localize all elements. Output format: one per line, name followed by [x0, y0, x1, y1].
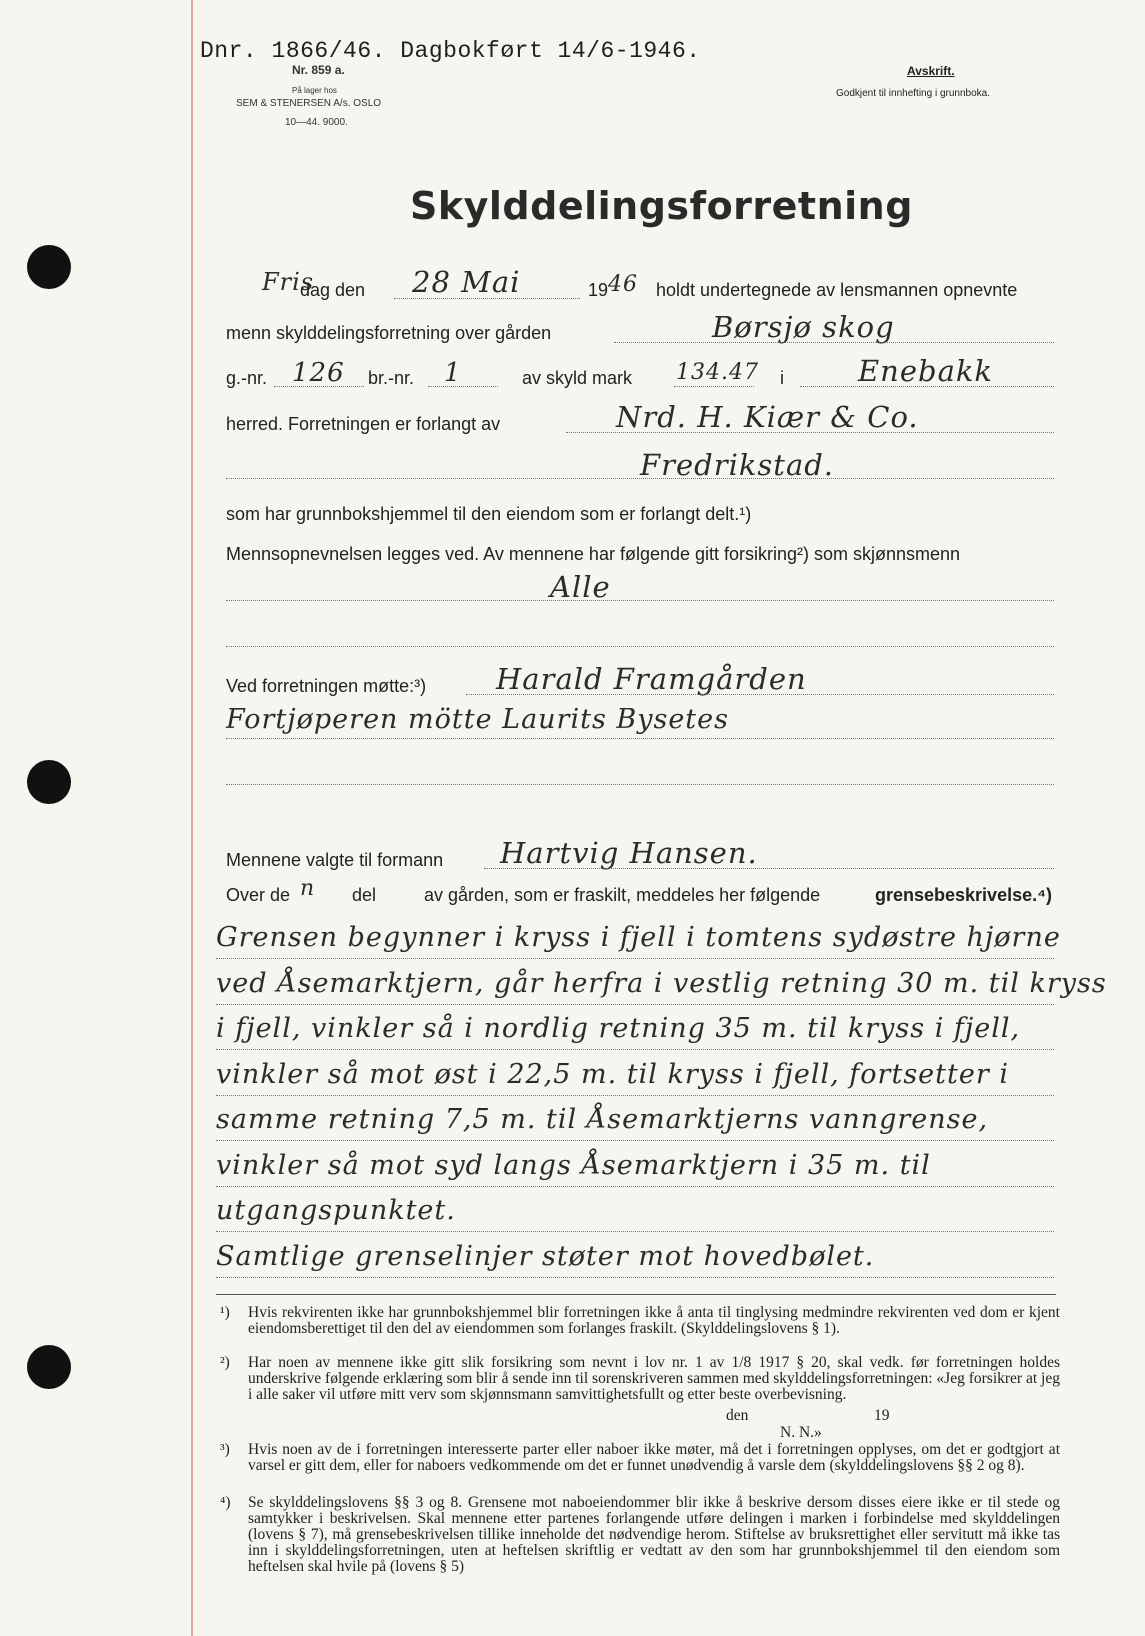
brnr-value: 1 — [444, 358, 462, 388]
dotted-line — [226, 478, 1054, 479]
footnote-text: Hvis noen av de i forretningen interesserte parter eller naboer ikke møter, må det i forretningen opplyses, om det er godtgjort at varsel er gitt dem, eller for naboers vedkommende om det er funnet unødvendig å varsle dem (skylddelingslovens §§ 2 og 8). — [248, 1441, 1060, 1474]
dotted-line — [484, 868, 1054, 869]
description-line: vinkler så mot syd langs Åsemarktjern i 35 m. til — [216, 1149, 931, 1181]
municipality-handwritten: Enebakk — [858, 354, 994, 388]
footnote-den: den — [726, 1407, 749, 1424]
footnote-text: Hvis rekvirenten ikke har grunnbokshjemmel blir forretningen ikke å anta til tinglysing medmindre rekvirenten ved dom er kjent eiendomsberettiget til den del av eiendommen som forlanges fraskilt. (Skylddelingslovens § 1). — [248, 1304, 1060, 1337]
grense-heading: grensebeskrivelse.⁴) — [875, 885, 1053, 905]
description-line: vinkler så mot øst i 22,5 m. til kryss i fjell, fortsetter i — [216, 1058, 1009, 1090]
footnote-text: Har noen av mennene ikke gitt slik forsikring som nevnt i lov nr. 1 av 1/8 1917 § 20, skal vedk. før forretningen holdes underskrive følgende erklæring som blir å sende inn til sorenskriveren sammen med skylddelingsforretningen: «Jeg forsikrer at jeg i alle saker vil utføre mitt verv som skjønnsmann samvittighetsfullt og etter beste overbevisning. — [248, 1354, 1060, 1403]
gnr-label: g.-nr. — [226, 368, 268, 388]
footnote-mark: ³) — [220, 1441, 230, 1458]
dotted-line — [800, 386, 1054, 387]
year-prefix: 19 — [588, 280, 609, 300]
dotted-line — [274, 386, 364, 387]
menn-text: menn skylddelingsforretning over gården — [226, 323, 552, 343]
footnote-2 — [220, 1355, 1060, 1403]
printer-code: 10—44. 9000. — [285, 117, 348, 128]
printer-name: SEM & STENERSEN A/s. OSLO — [236, 98, 382, 109]
punch-hole — [27, 245, 71, 289]
dotted-line — [674, 386, 754, 387]
dotted-line — [216, 958, 1054, 959]
over-rest-text: av gården, som er fraskilt, meddeles her følgende — [424, 885, 821, 905]
dotted-line — [216, 1140, 1054, 1141]
mennsop-text: Mennsopnevnelsen legges ved. Av mennene har følgende gitt forsikring²) som skjønnsmenn — [226, 544, 961, 564]
avskrift-stamp: Avskrift. — [907, 64, 955, 78]
holdt-text: holdt undertegnede av lensmannen opnevnte — [656, 280, 1018, 300]
mote-label: Ved forretningen møtte:³) — [226, 676, 427, 696]
formann-label: Mennene valgte til formann — [226, 850, 444, 870]
year-handwritten: 46 — [608, 272, 638, 297]
farm-name-handwritten: Børsjø skog — [712, 310, 895, 344]
description-line: Grensen begynner i kryss i fjell i tomtens sydøstre hjørne — [216, 922, 1061, 953]
form-number: Nr. 859 a. — [292, 63, 345, 77]
dag-den-label: dag den — [300, 280, 366, 300]
dotted-line — [216, 1049, 1054, 1050]
footnote-mark: ¹) — [220, 1304, 230, 1321]
punch-hole — [27, 1345, 71, 1389]
dotted-line — [216, 1277, 1054, 1278]
footnote-year: 19 — [874, 1407, 890, 1424]
herred-text: herred. Forretningen er forlangt av — [226, 414, 501, 434]
del-label: del — [352, 885, 377, 905]
footnote-mark: ²) — [220, 1354, 230, 1371]
printer-line: På lager hos — [292, 86, 337, 95]
footnote-3 — [220, 1442, 1060, 1474]
dotted-line — [216, 1095, 1054, 1096]
dotted-line — [394, 298, 580, 299]
footnote-4 — [220, 1495, 1060, 1575]
i-label: i — [780, 368, 784, 388]
skyld-value: 134.47 — [676, 360, 759, 385]
place-handwritten: Fris — [262, 268, 315, 296]
gnr-value: 126 — [292, 358, 345, 388]
requester-line2: Fredrikstad. — [640, 448, 835, 482]
mote-line1: Harald Framgården — [496, 662, 807, 696]
dotted-line — [226, 646, 1054, 647]
dotted-line — [566, 432, 1054, 433]
description-line: Samtlige grenselinjer støter mot hovedbølet. — [216, 1240, 875, 1272]
dotted-line — [226, 600, 1054, 601]
page-title: Skylddelingsforretning — [410, 184, 913, 228]
requester-line1: Nrd. H. Kiær & Co. — [616, 400, 919, 434]
footnote-mark: ⁴) — [220, 1494, 231, 1511]
dotted-line — [466, 694, 1054, 695]
description-line: samme retning 7,5 m. til Åsemarktjerns vanngrense, — [216, 1104, 989, 1135]
formann-value: Hartvig Hansen. — [500, 836, 758, 870]
over-de-label: Over de — [226, 885, 291, 905]
brnr-label: br.-nr. — [368, 368, 415, 388]
skyld-label: av skyld mark — [522, 368, 633, 388]
date-handwritten: 28 Mai — [412, 265, 521, 299]
dotted-line — [614, 342, 1054, 343]
dotted-line — [216, 1004, 1054, 1005]
dotted-line — [226, 738, 1054, 739]
dotted-line — [216, 1186, 1054, 1187]
description-line: ved Åsemarktjern, går herfra i vestlig retning 30 m. til kryss — [216, 967, 1107, 999]
grunnbok-text: som har grunnbokshjemmel til den eiendom som er forlangt delt.¹) — [226, 504, 752, 524]
dotted-line — [216, 1231, 1054, 1232]
punch-hole — [27, 760, 71, 804]
footnote-1 — [220, 1305, 1060, 1337]
dotted-line — [428, 386, 498, 387]
margin-rule — [191, 0, 193, 1636]
godkjent-stamp: Godkjent til innhefting i grunnboka. — [836, 88, 990, 99]
dotted-line — [226, 784, 1054, 785]
mote-line2: Fortjøperen mötte Laurits Bysetes — [226, 704, 729, 735]
over-de-handwritten: n — [300, 876, 316, 901]
footnote-nn: N. N.» — [780, 1424, 822, 1441]
description-line: i fjell, vinkler så i nordlig retning 35 m. til kryss i fjell, — [216, 1013, 1021, 1044]
forsikring-answer: Alle — [550, 570, 611, 604]
footnote-text: Se skylddelingslovens §§ 3 og 8. Grensene mot naboeiendommer blir ikke å beskrive dersom disses eiere ikke er til stede og samtykker i beskrivelsen. Skal mennene etter partenes forlangende utføre delingen i marken i forbindelse med skylddelingen (lovens § 7), må grensebeskrivelsen tillike inneholde det nødvendige herom. Stiftelse av bruksrettighet eller servitutt må ikke tas inn i skylddelingsforretningen, uten at heftelsen skriftlig er vedtatt av den som har grunnbokshjemmel til den eiendom som heftelsen skal hvile på (lovens § 5) — [248, 1494, 1060, 1575]
description-line: utgangspunktet. — [216, 1195, 456, 1226]
footnote-separator — [216, 1294, 1056, 1295]
dagbok-typed-line: Dnr. 1866/46. Dagbokført 14/6-1946. — [200, 38, 701, 64]
